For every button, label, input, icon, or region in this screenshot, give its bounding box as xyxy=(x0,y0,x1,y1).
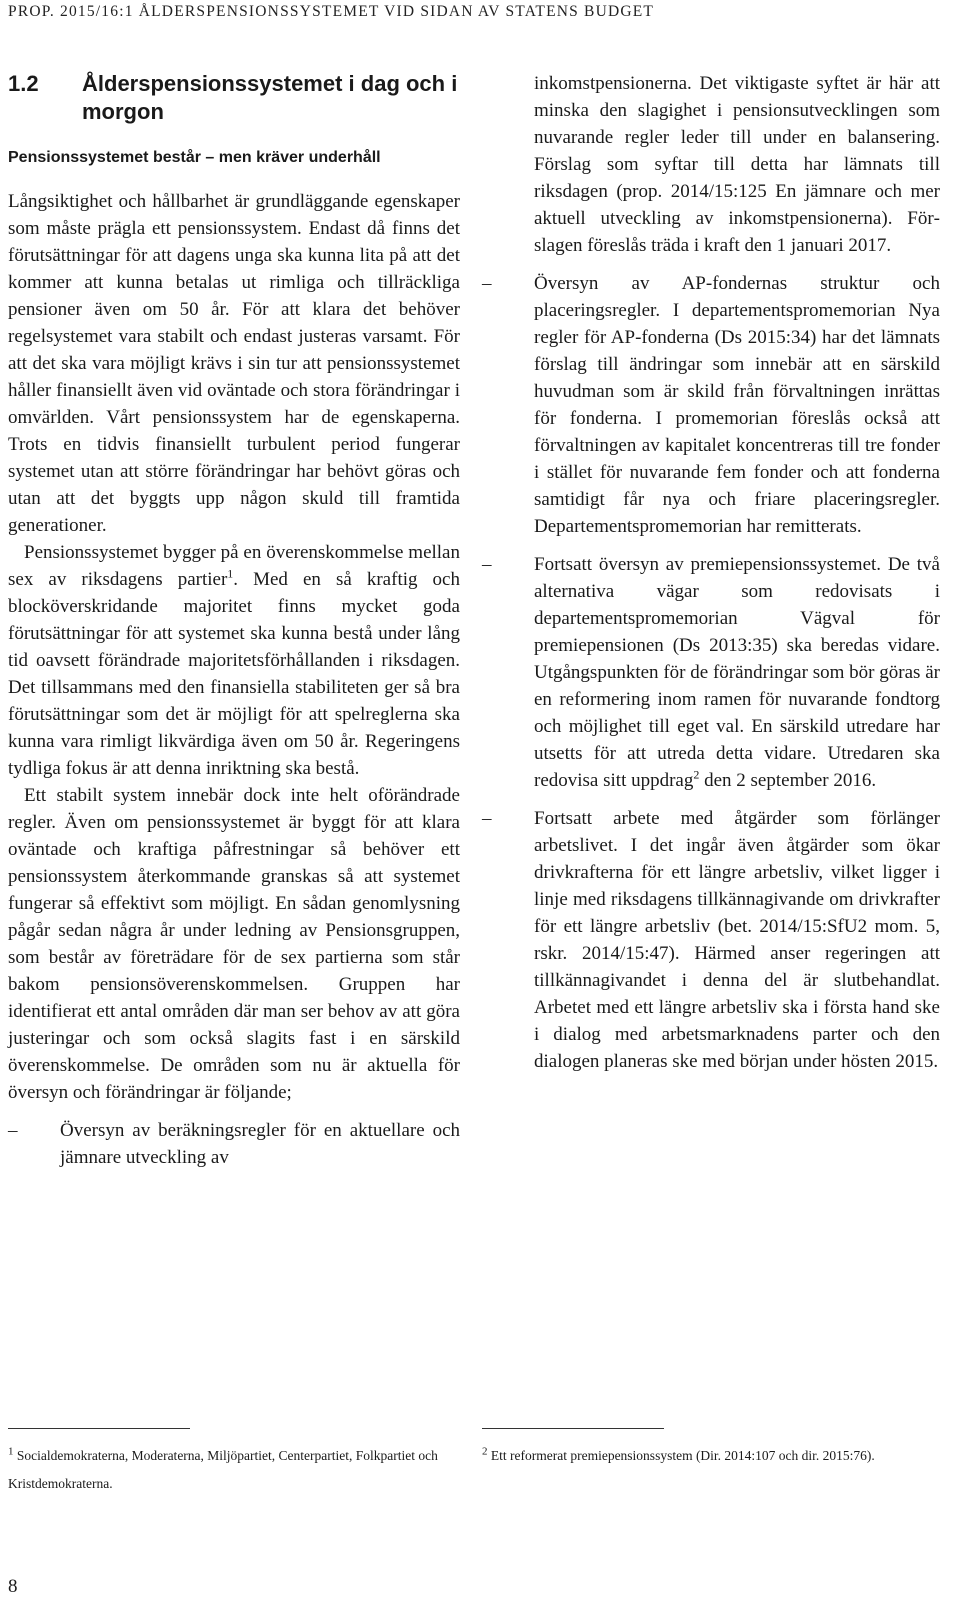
paragraph-3: Ett stabilt system innebär dock inte helt oförändrade regler. Även om pensionssystemet är byggt för att klara oväntade och kraftiga påfrestningar så behöver ett pensionssystem återkommande granskas så att systemet fungerar så effektivt som möjligt. En sådan genomlysning pågår sedan några år under ledning av Pensionsgruppen, som består av företrädare för de sex partierna som står bakom pensionsöverenskommelsen. Gruppen har identifierat ett antal områden där man ser behov av att göra justeringar och som också slagits fast i en särskild överenskommelse. De områden som nu är aktuella för översyn och förändringar är följande; xyxy=(8,785,460,1103)
footnote-number: 1 xyxy=(8,1445,14,1458)
list-item xyxy=(8,1117,460,1171)
footnote-ref-1[interactable]: 1 xyxy=(227,566,234,581)
list-item xyxy=(482,270,940,540)
list-item-text-part-a: Fortsatt översyn av premiepensionssystemet. De två alternativa vägar som redovisats i departementspromemorian Vägval för premiepensionen (Ds 2013:35) ska beredas vidare. Utgångspunkten för de förändringar som bör göras är en reformering inom ramen för nuvarande fondtorg och möjlighet till eget val. En särskild utredare har utsetts för att utreda detta vidare. Utredaren ska redovisa sitt uppdrag xyxy=(534,554,940,791)
list-item-text: inkomstpensionerna. Det viktigaste syftet är här att minska den slagighet i pensionsutvecklingen som nuvarande regler leder till under en balansering. Förslag som syftar till detta har lämnats till riksdagen (prop. 2014/15:125 En jämnare och mer aktuell utveckling av inkomstpensionerna). Förslagen föreslås träda i kraft den 1 januari 2017. xyxy=(534,73,940,256)
page-number: 8 xyxy=(8,1576,18,1597)
running-head: PROP. 2015/16:1 ÅLDERSPENSIONSSYSTEMET VID SIDAN AV STATENS BUDGET xyxy=(8,3,655,20)
list-item-text-part-b: den 2 september 2016. xyxy=(699,770,877,791)
list-item-text: Översyn av beräkningsregler för en aktuellare och jämnare utveckling av xyxy=(60,1120,460,1168)
paragraph-1: Långsiktighet och hållbarhet är grundläggande egenskaper som måste prägla ett pensionssystem. Endast då finns det förutsättningar för att dagens unga ska kunna lita på att det kommer att kunna betalas ut rimliga och tillräckliga pensioner även om 50 år. För att klara det behöver regelsystemet vara stabilt och endast justeras varsamt. För att det ska vara möjligt krävs i sin tur att pensionssystemet håller finansiellt även vid oväntade och stora förändringar i omvärlden. Vårt pensionssystem har de egenskaperna. Trots en tidvis finansiellt turbulent period fungerar systemet utan att större förändringar har behövt göras och utan att det byggts upp någon skuld till framtida generationer. xyxy=(8,191,460,536)
section-number: 1.2 xyxy=(8,71,39,96)
footnote-text: Socialdemokraterna, Moderaterna, Miljöpartiet, Centerpartiet, Folkpartiet och Kristdemokraterna. xyxy=(8,1448,438,1491)
left-column xyxy=(8,70,460,1187)
dash-bullet: – xyxy=(482,273,492,294)
dash-bullet: – xyxy=(482,554,492,575)
paragraph-2 xyxy=(8,539,460,782)
list-item-text xyxy=(534,551,940,794)
footnote-ref-2[interactable]: 2 xyxy=(693,767,700,782)
list-item-text: Fortsatt arbete med åtgärder som förlänger arbetslivet. I det ingår även åtgärder som ökar drivkrafterna för ett längre arbetsliv, vilket ligger i linje med riksdagens tillkännagivande om drivkrafter för ett längre arbetsliv (bet. 2014/15:SfU2 mom. 5, rskr. 2014/15:47). Härmed anser regeringen att tillkännagivandet i denna del är slutbehandlat. Arbetet med ett längre arbetsliv ska i första hand ske i dialog med arbetsmarknadens parter och den dialogen planeras ske med början under hösten 2015. xyxy=(534,808,940,1072)
footnote-text: Ett reformerat premiepensionssystem (Dir. 2014:107 och dir. 2015:76). xyxy=(490,1448,875,1463)
paragraph-2-part-b: . Med en så kraftig och blocköverskridande majoritet finns mycket goda förutsättningar för att systemet ska kunna bestå under lång tid oavsett förändrade majoritetsförhållanden i riksdagen. Det tillsammans med den finansiella stabiliteten ger så bra förutsättningar som det är möjligt för att spelreglerna ska kunna vara rimligt likvärdiga även om 50 år. Regeringens tydliga fokus är att denna inriktning ska bestå. xyxy=(8,569,460,779)
list-item-text: Översyn av AP-fondernas struktur och placeringsregler. I departementspromemorian Nya regler för AP-fonderna (Ds 2015:34) har det lämnats förslag till ändringar som innebär att en särskild huvudman som är skild från förvaltningen inrättas för fonderna. I promemorian föreslås också att förvaltningen av kapitalet koncentreras till tre fonder i stället för nuvarande fem fonder och att fonderna samtidigt får nya och friare placeringsregler. Departementspromemorian har remitterats. xyxy=(534,273,940,537)
subheading: Pensionssystemet består – men kräver underhåll xyxy=(8,149,381,166)
footnote-divider xyxy=(8,1428,190,1429)
section-heading xyxy=(8,70,460,126)
footnote-divider xyxy=(482,1428,664,1429)
footnote-2 xyxy=(482,1442,942,1470)
list-item xyxy=(482,551,940,794)
section-title: Ålderspensionssystemet i dag och i morgon xyxy=(82,71,458,124)
list-item xyxy=(482,805,940,1075)
dash-bullet: – xyxy=(482,808,492,829)
footnote-1 xyxy=(8,1442,453,1498)
footnote-number: 2 xyxy=(482,1445,488,1458)
right-column xyxy=(482,70,940,1091)
dash-bullet: – xyxy=(8,1120,18,1141)
paragraph-2-part-a: Pensionssystemet bygger på en överenskommelse mellan sex av riksdagens partier xyxy=(8,542,460,590)
list-item-continued xyxy=(482,70,940,259)
